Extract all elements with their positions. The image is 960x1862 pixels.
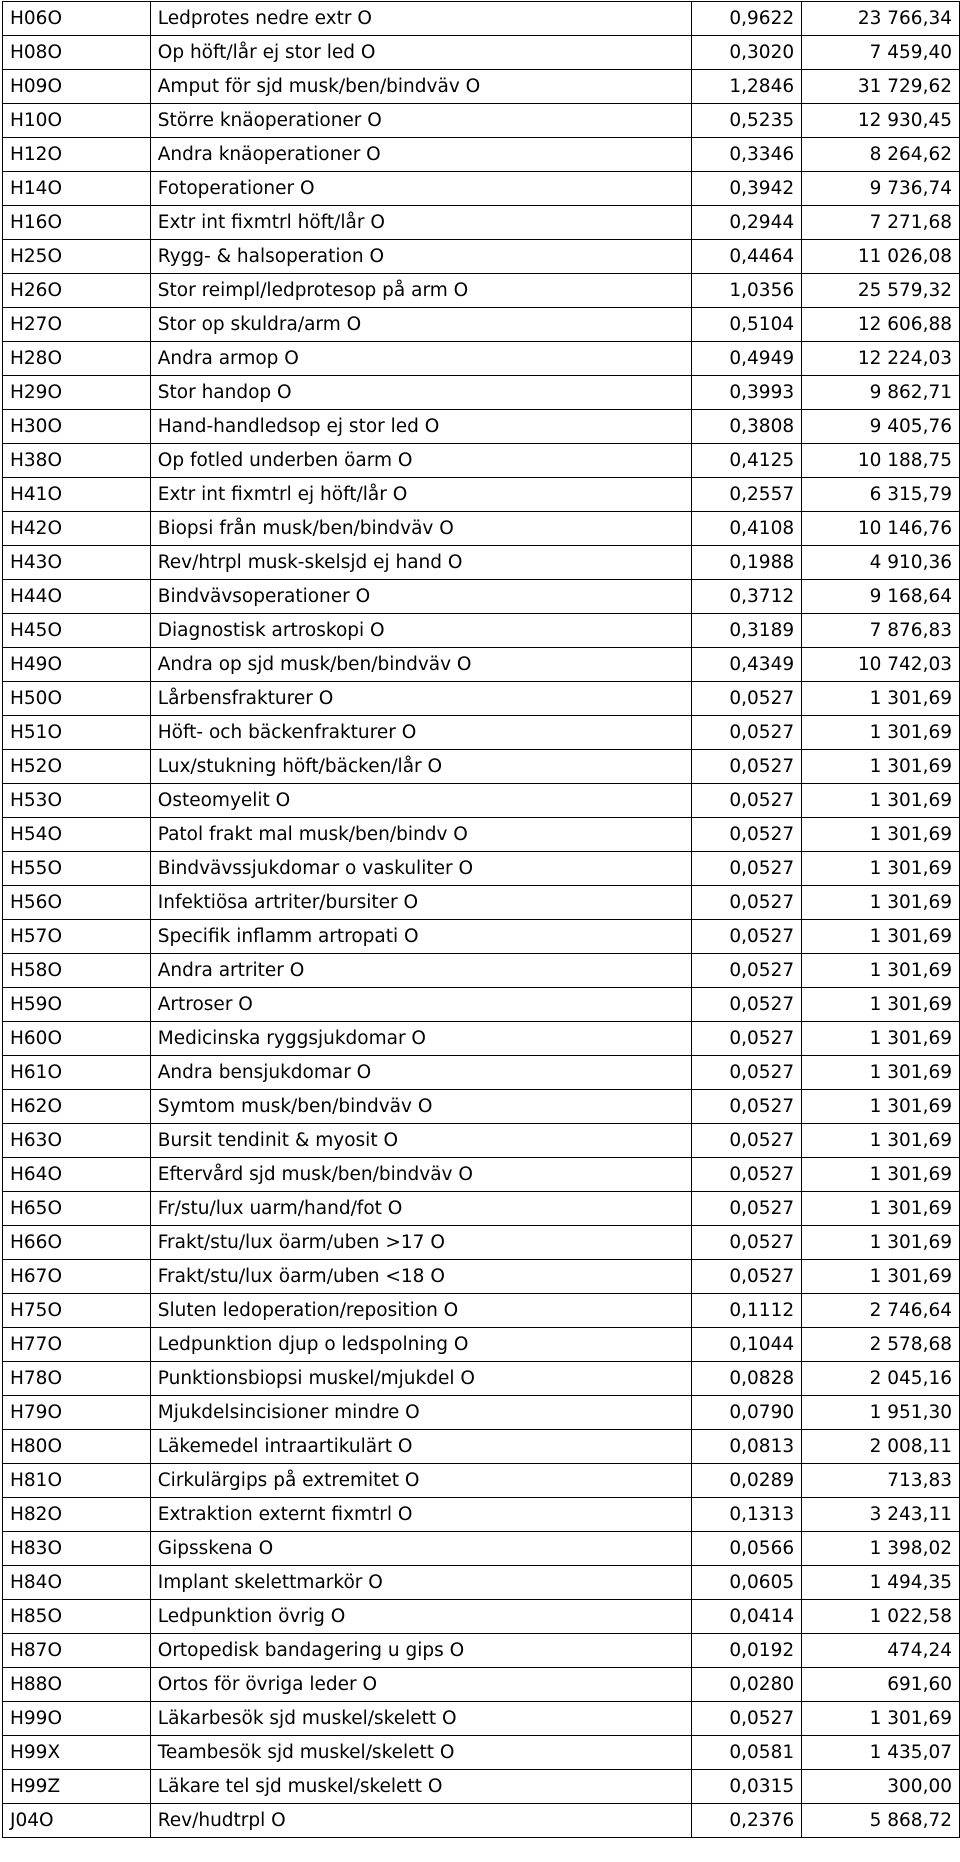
weight-cell: 0,3189 [692, 614, 802, 648]
code-cell: H80O [3, 1430, 151, 1464]
weight-cell: 0,0289 [692, 1464, 802, 1498]
table-row [3, 546, 960, 580]
price-cell: 5 868,72 [802, 1804, 960, 1838]
price-cell: 3 243,11 [802, 1498, 960, 1532]
description-cell: Ledpunktion övrig O [150, 1600, 691, 1634]
code-cell: H42O [3, 512, 151, 546]
weight-cell: 0,1044 [692, 1328, 802, 1362]
description-cell: Andra artriter O [150, 954, 691, 988]
price-cell: 1 301,69 [802, 1022, 960, 1056]
price-table [2, 1, 960, 1838]
price-cell: 1 301,69 [802, 1226, 960, 1260]
description-cell: Op fotled underben öarm O [150, 444, 691, 478]
code-cell: H50O [3, 682, 151, 716]
table-row [3, 1804, 960, 1838]
code-cell: H81O [3, 1464, 151, 1498]
table-row [3, 2, 960, 36]
description-cell: Diagnostisk artroskopi O [150, 614, 691, 648]
weight-cell: 0,1988 [692, 546, 802, 580]
code-cell: H10O [3, 104, 151, 138]
weight-cell: 0,2376 [692, 1804, 802, 1838]
table-row [3, 784, 960, 818]
description-cell: Fr/stu/lux uarm/hand/fot O [150, 1192, 691, 1226]
code-cell: H56O [3, 886, 151, 920]
weight-cell: 0,4464 [692, 240, 802, 274]
price-cell: 1 301,69 [802, 1158, 960, 1192]
weight-cell: 0,0527 [692, 1158, 802, 1192]
price-cell: 474,24 [802, 1634, 960, 1668]
weight-cell: 0,0527 [692, 1124, 802, 1158]
price-cell: 9 405,76 [802, 410, 960, 444]
code-cell: H49O [3, 648, 151, 682]
weight-cell: 0,0527 [692, 818, 802, 852]
description-cell: Andra op sjd musk/ben/bindväv O [150, 648, 691, 682]
price-cell: 1 301,69 [802, 818, 960, 852]
code-cell: H43O [3, 546, 151, 580]
code-cell: H59O [3, 988, 151, 1022]
table-row [3, 818, 960, 852]
code-cell: H85O [3, 1600, 151, 1634]
table-row [3, 1770, 960, 1804]
price-cell: 1 301,69 [802, 750, 960, 784]
price-cell: 2 578,68 [802, 1328, 960, 1362]
weight-cell: 0,0527 [692, 716, 802, 750]
description-cell: Andra knäoperationer O [150, 138, 691, 172]
code-cell: H53O [3, 784, 151, 818]
price-cell: 1 301,69 [802, 1056, 960, 1090]
price-cell: 10 146,76 [802, 512, 960, 546]
table-row [3, 1090, 960, 1124]
table-row [3, 1396, 960, 1430]
table-row [3, 1158, 960, 1192]
table-row [3, 444, 960, 478]
table-row [3, 852, 960, 886]
weight-cell: 0,0527 [692, 852, 802, 886]
code-cell: H12O [3, 138, 151, 172]
description-cell: Rev/htrpl musk-skelsjd ej hand O [150, 546, 691, 580]
price-cell: 31 729,62 [802, 70, 960, 104]
description-cell: Hand-handledsop ej stor led O [150, 410, 691, 444]
table-row [3, 1226, 960, 1260]
code-cell: H29O [3, 376, 151, 410]
code-cell: H62O [3, 1090, 151, 1124]
description-cell: Punktionsbiopsi muskel/mjukdel O [150, 1362, 691, 1396]
table-row [3, 1056, 960, 1090]
weight-cell: 0,0280 [692, 1668, 802, 1702]
weight-cell: 0,0527 [692, 1192, 802, 1226]
weight-cell: 0,0527 [692, 1056, 802, 1090]
price-cell: 23 766,34 [802, 2, 960, 36]
price-cell: 1 951,30 [802, 1396, 960, 1430]
table-row [3, 1022, 960, 1056]
description-cell: Läkemedel intraartikulärt O [150, 1430, 691, 1464]
description-cell: Patol frakt mal musk/ben/bindv O [150, 818, 691, 852]
code-cell: H84O [3, 1566, 151, 1600]
price-cell: 12 224,03 [802, 342, 960, 376]
table-row [3, 682, 960, 716]
code-cell: H60O [3, 1022, 151, 1056]
weight-cell: 0,0527 [692, 682, 802, 716]
description-cell: Andra bensjukdomar O [150, 1056, 691, 1090]
price-cell: 1 301,69 [802, 1260, 960, 1294]
weight-cell: 0,1112 [692, 1294, 802, 1328]
price-cell: 1 494,35 [802, 1566, 960, 1600]
description-cell: Cirkulärgips på extremitet O [150, 1464, 691, 1498]
description-cell: Läkarbesök sjd muskel/skelett O [150, 1702, 691, 1736]
table-row [3, 342, 960, 376]
price-cell: 1 301,69 [802, 1702, 960, 1736]
weight-cell: 0,0527 [692, 1702, 802, 1736]
weight-cell: 0,0790 [692, 1396, 802, 1430]
description-cell: Mjukdelsincisioner mindre O [150, 1396, 691, 1430]
description-cell: Osteomyelit O [150, 784, 691, 818]
code-cell: H65O [3, 1192, 151, 1226]
price-cell: 1 301,69 [802, 784, 960, 818]
table-row [3, 1532, 960, 1566]
weight-cell: 0,2557 [692, 478, 802, 512]
price-cell: 1 301,69 [802, 852, 960, 886]
description-cell: Implant skelettmarkör O [150, 1566, 691, 1600]
code-cell: H45O [3, 614, 151, 648]
description-cell: Teambesök sjd muskel/skelett O [150, 1736, 691, 1770]
weight-cell: 0,0581 [692, 1736, 802, 1770]
weight-cell: 1,2846 [692, 70, 802, 104]
weight-cell: 0,0527 [692, 1226, 802, 1260]
price-cell: 12 930,45 [802, 104, 960, 138]
code-cell: H61O [3, 1056, 151, 1090]
weight-cell: 0,0527 [692, 750, 802, 784]
table-row [3, 376, 960, 410]
code-cell: H25O [3, 240, 151, 274]
price-cell: 1 398,02 [802, 1532, 960, 1566]
weight-cell: 0,1313 [692, 1498, 802, 1532]
code-cell: H88O [3, 1668, 151, 1702]
price-cell: 9 862,71 [802, 376, 960, 410]
description-cell: Artroser O [150, 988, 691, 1022]
code-cell: H67O [3, 1260, 151, 1294]
table-row [3, 648, 960, 682]
description-cell: Rygg- & halsoperation O [150, 240, 691, 274]
code-cell: H99Z [3, 1770, 151, 1804]
table-row [3, 1566, 960, 1600]
price-cell: 11 026,08 [802, 240, 960, 274]
description-cell: Ortopedisk bandagering u gips O [150, 1634, 691, 1668]
code-cell: H64O [3, 1158, 151, 1192]
weight-cell: 0,9622 [692, 2, 802, 36]
description-cell: Symtom musk/ben/bindväv O [150, 1090, 691, 1124]
table-row [3, 1634, 960, 1668]
table-row [3, 138, 960, 172]
price-cell: 1 022,58 [802, 1600, 960, 1634]
code-cell: H28O [3, 342, 151, 376]
weight-cell: 0,0192 [692, 1634, 802, 1668]
weight-cell: 0,3942 [692, 172, 802, 206]
table-row [3, 954, 960, 988]
code-cell: H77O [3, 1328, 151, 1362]
table-row [3, 1260, 960, 1294]
weight-cell: 0,2944 [692, 206, 802, 240]
description-cell: Sluten ledoperation/reposition O [150, 1294, 691, 1328]
description-cell: Specifik inflamm artropati O [150, 920, 691, 954]
price-cell: 10 742,03 [802, 648, 960, 682]
table-row [3, 70, 960, 104]
price-cell: 713,83 [802, 1464, 960, 1498]
weight-cell: 1,0356 [692, 274, 802, 308]
table-row [3, 308, 960, 342]
description-cell: Biopsi från musk/ben/bindväv O [150, 512, 691, 546]
code-cell: H38O [3, 444, 151, 478]
code-cell: H57O [3, 920, 151, 954]
weight-cell: 0,0527 [692, 1090, 802, 1124]
description-cell: Bursit tendinit & myosit O [150, 1124, 691, 1158]
table-row [3, 410, 960, 444]
description-cell: Frakt/stu/lux öarm/uben <18 O [150, 1260, 691, 1294]
weight-cell: 0,3020 [692, 36, 802, 70]
weight-cell: 0,0414 [692, 1600, 802, 1634]
code-cell: H83O [3, 1532, 151, 1566]
weight-cell: 0,0813 [692, 1430, 802, 1464]
weight-cell: 0,4949 [692, 342, 802, 376]
code-cell: H78O [3, 1362, 151, 1396]
code-cell: H79O [3, 1396, 151, 1430]
code-cell: H52O [3, 750, 151, 784]
price-cell: 1 301,69 [802, 1192, 960, 1226]
table-row [3, 478, 960, 512]
table-row [3, 1430, 960, 1464]
price-cell: 1 301,69 [802, 988, 960, 1022]
code-cell: H08O [3, 36, 151, 70]
description-cell: Fotoperationer O [150, 172, 691, 206]
weight-cell: 0,3346 [692, 138, 802, 172]
description-cell: Gipsskena O [150, 1532, 691, 1566]
table-row [3, 988, 960, 1022]
price-cell: 1 301,69 [802, 886, 960, 920]
table-row [3, 1736, 960, 1770]
code-cell: J04O [3, 1804, 151, 1838]
description-cell: Extraktion externt fixmtrl O [150, 1498, 691, 1532]
description-cell: Ledprotes nedre extr O [150, 2, 691, 36]
weight-cell: 0,0527 [692, 920, 802, 954]
description-cell: Stor op skuldra/arm O [150, 308, 691, 342]
price-cell: 1 301,69 [802, 1090, 960, 1124]
weight-cell: 0,4125 [692, 444, 802, 478]
weight-cell: 0,0315 [692, 1770, 802, 1804]
price-cell: 2 045,16 [802, 1362, 960, 1396]
weight-cell: 0,0527 [692, 886, 802, 920]
price-cell: 1 301,69 [802, 954, 960, 988]
description-cell: Bindvävssjukdomar o vaskuliter O [150, 852, 691, 886]
price-cell: 25 579,32 [802, 274, 960, 308]
table-row [3, 1702, 960, 1736]
price-cell: 2 008,11 [802, 1430, 960, 1464]
table-row [3, 614, 960, 648]
weight-cell: 0,3808 [692, 410, 802, 444]
description-cell: Frakt/stu/lux öarm/uben >17 O [150, 1226, 691, 1260]
weight-cell: 0,0566 [692, 1532, 802, 1566]
table-row [3, 1192, 960, 1226]
table-row [3, 1600, 960, 1634]
description-cell: Rev/hudtrpl O [150, 1804, 691, 1838]
price-cell: 10 188,75 [802, 444, 960, 478]
code-cell: H58O [3, 954, 151, 988]
description-cell: Extr int fixmtrl ej höft/lår O [150, 478, 691, 512]
description-cell: Stor handop O [150, 376, 691, 410]
weight-cell: 0,0527 [692, 1260, 802, 1294]
weight-cell: 0,0527 [692, 784, 802, 818]
weight-cell: 0,3993 [692, 376, 802, 410]
description-cell: Medicinska ryggsjukdomar O [150, 1022, 691, 1056]
table-row [3, 36, 960, 70]
table-row [3, 886, 960, 920]
description-cell: Eftervård sjd musk/ben/bindväv O [150, 1158, 691, 1192]
description-cell: Ledpunktion djup o ledspolning O [150, 1328, 691, 1362]
code-cell: H06O [3, 2, 151, 36]
price-cell: 9 736,74 [802, 172, 960, 206]
price-cell: 12 606,88 [802, 308, 960, 342]
table-row [3, 1294, 960, 1328]
code-cell: H66O [3, 1226, 151, 1260]
table-row [3, 920, 960, 954]
price-table-body [3, 2, 960, 1838]
code-cell: H27O [3, 308, 151, 342]
price-cell: 1 301,69 [802, 920, 960, 954]
price-cell: 300,00 [802, 1770, 960, 1804]
table-row [3, 104, 960, 138]
price-cell: 1 435,07 [802, 1736, 960, 1770]
table-row [3, 580, 960, 614]
weight-cell: 0,5104 [692, 308, 802, 342]
price-cell: 1 301,69 [802, 716, 960, 750]
weight-cell: 0,4349 [692, 648, 802, 682]
price-cell: 4 910,36 [802, 546, 960, 580]
description-cell: Läkare tel sjd muskel/skelett O [150, 1770, 691, 1804]
weight-cell: 0,4108 [692, 512, 802, 546]
code-cell: H99X [3, 1736, 151, 1770]
price-cell: 6 315,79 [802, 478, 960, 512]
price-cell: 7 876,83 [802, 614, 960, 648]
price-cell: 2 746,64 [802, 1294, 960, 1328]
description-cell: Op höft/lår ej stor led O [150, 36, 691, 70]
weight-cell: 0,0527 [692, 1022, 802, 1056]
description-cell: Bindvävsoperationer O [150, 580, 691, 614]
description-cell: Större knäoperationer O [150, 104, 691, 138]
price-cell: 9 168,64 [802, 580, 960, 614]
code-cell: H99O [3, 1702, 151, 1736]
table-row [3, 206, 960, 240]
price-cell: 7 271,68 [802, 206, 960, 240]
description-cell: Extr int fixmtrl höft/lår O [150, 206, 691, 240]
weight-cell: 0,0828 [692, 1362, 802, 1396]
price-cell: 691,60 [802, 1668, 960, 1702]
table-row [3, 716, 960, 750]
table-row [3, 274, 960, 308]
code-cell: H16O [3, 206, 151, 240]
weight-cell: 0,0527 [692, 988, 802, 1022]
code-cell: H44O [3, 580, 151, 614]
code-cell: H09O [3, 70, 151, 104]
description-cell: Andra armop O [150, 342, 691, 376]
code-cell: H55O [3, 852, 151, 886]
description-cell: Stor reimpl/ledprotesop på arm O [150, 274, 691, 308]
code-cell: H75O [3, 1294, 151, 1328]
code-cell: H14O [3, 172, 151, 206]
code-cell: H54O [3, 818, 151, 852]
price-cell: 7 459,40 [802, 36, 960, 70]
table-row [3, 1124, 960, 1158]
table-row [3, 1464, 960, 1498]
description-cell: Lux/stukning höft/bäcken/lår O [150, 750, 691, 784]
table-row [3, 172, 960, 206]
description-cell: Infektiösa artriter/bursiter O [150, 886, 691, 920]
table-row [3, 240, 960, 274]
description-cell: Lårbensfrakturer O [150, 682, 691, 716]
price-cell: 1 301,69 [802, 1124, 960, 1158]
code-cell: H30O [3, 410, 151, 444]
weight-cell: 0,5235 [692, 104, 802, 138]
weight-cell: 0,0605 [692, 1566, 802, 1600]
price-cell: 1 301,69 [802, 682, 960, 716]
code-cell: H41O [3, 478, 151, 512]
code-cell: H26O [3, 274, 151, 308]
table-row [3, 512, 960, 546]
table-row [3, 750, 960, 784]
weight-cell: 0,0527 [692, 954, 802, 988]
table-row [3, 1498, 960, 1532]
table-row [3, 1328, 960, 1362]
weight-cell: 0,3712 [692, 580, 802, 614]
description-cell: Ortos för övriga leder O [150, 1668, 691, 1702]
code-cell: H82O [3, 1498, 151, 1532]
code-cell: H87O [3, 1634, 151, 1668]
description-cell: Amput för sjd musk/ben/bindväv O [150, 70, 691, 104]
price-cell: 8 264,62 [802, 138, 960, 172]
code-cell: H51O [3, 716, 151, 750]
table-row [3, 1668, 960, 1702]
description-cell: Höft- och bäckenfrakturer O [150, 716, 691, 750]
table-row [3, 1362, 960, 1396]
code-cell: H63O [3, 1124, 151, 1158]
